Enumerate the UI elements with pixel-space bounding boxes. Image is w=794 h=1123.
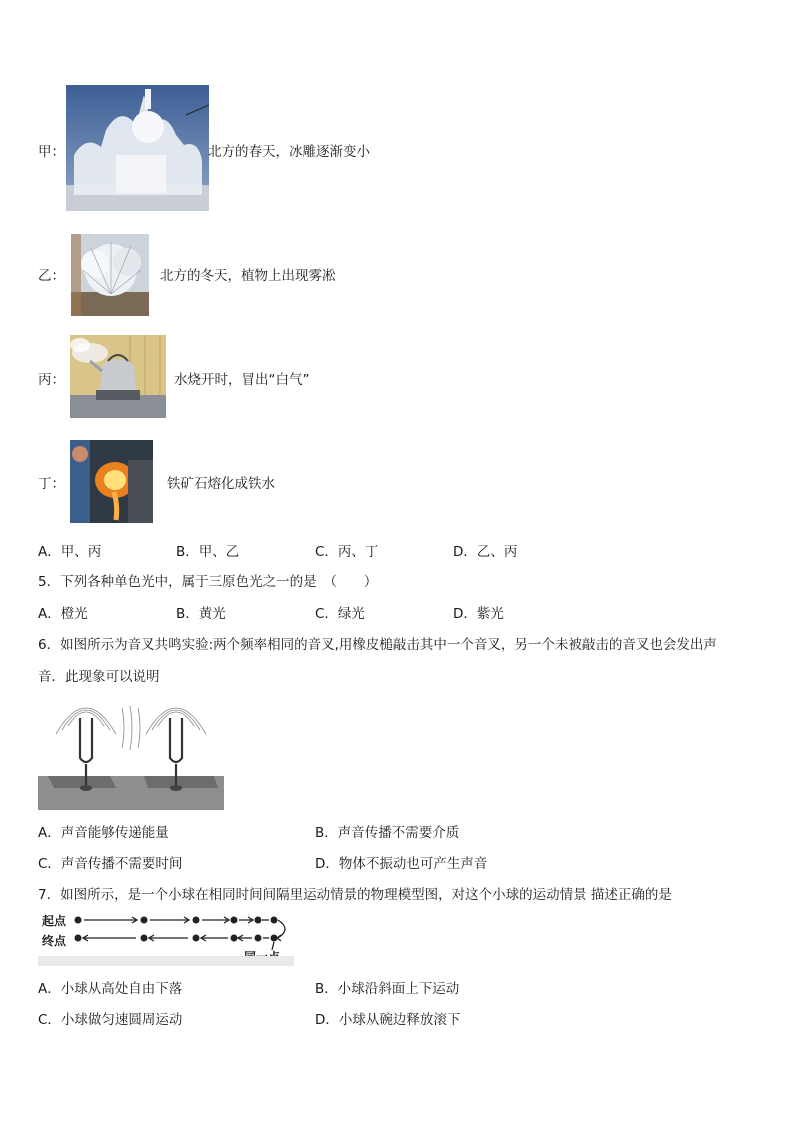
item-label-jia: 甲： [38,144,65,160]
item-caption-ding: 铁矿石熔化成铁水 [167,476,275,492]
q7-option-a[interactable]: A．小球从高处自由下落 [38,981,183,997]
item-label-bing: 丙： [38,372,65,388]
q5-stem: 5．下列各种单色光中，属于三原色光之一的是 （ ） [38,574,378,590]
q6-option-a[interactable]: A．声音能够传递能量 [38,825,169,841]
item-caption-jia: 北方的春天，冰雕逐渐变小 [208,144,370,160]
q4-option-a[interactable]: A．甲、丙 [38,544,102,560]
q7-option-d[interactable]: D．小球从碗边释放滚下 [315,1012,461,1028]
item-label-yi: 乙： [38,268,65,284]
q4-option-c[interactable]: C．丙、丁 [315,544,379,560]
q5-option-a[interactable]: A．橙光 [38,606,88,622]
q4-option-b[interactable]: B．甲、乙 [176,544,240,560]
q7-option-b[interactable]: B．小球沿斜面上下运动 [315,981,460,997]
item-caption-bing: 水烧开时，冒出“白气” [174,372,310,388]
ice-sculpture-photo [66,85,209,211]
item-caption-yi: 北方的冬天，植物上出现雾凇 [160,268,336,284]
q6-option-d[interactable]: D．物体不振动也可产生声音 [315,856,488,872]
q4-option-d[interactable]: D．乙、丙 [453,544,518,560]
q7-stem: 7．如图所示，是一个小球在相同时间间隔里运动情景的物理模型图，对这个小球的运动情景 描述正确的是 [38,887,672,903]
q5-option-c[interactable]: C．绿光 [315,606,365,622]
item-label-ding: 丁： [38,476,65,492]
rime-plant-photo [71,234,149,316]
q5-option-d[interactable]: D．紫光 [453,606,504,622]
q6-option-b[interactable]: B．声音传播不需要介质 [315,825,460,841]
q6-stem-line1: 6．如图所示为音叉共鸣实验:两个频率相同的音叉,用橡皮槌敲击其中一个音叉，另一个未被敲击的音叉也会发出声 [38,637,717,653]
tuning-fork-figure [38,698,224,810]
figure-start-label: 起点 [42,914,67,928]
ball-motion-figure [38,908,294,966]
q7-option-c[interactable]: C．小球做匀速圆周运动 [38,1012,183,1028]
molten-iron-photo [70,440,153,523]
boiling-kettle-photo [70,335,166,418]
figure-end-label: 终点 [42,934,67,948]
q5-option-b[interactable]: B．黄光 [176,606,226,622]
q6-stem-line2: 音．此现象可以说明 [38,669,160,685]
q6-option-c[interactable]: C．声音传播不需要时间 [38,856,183,872]
